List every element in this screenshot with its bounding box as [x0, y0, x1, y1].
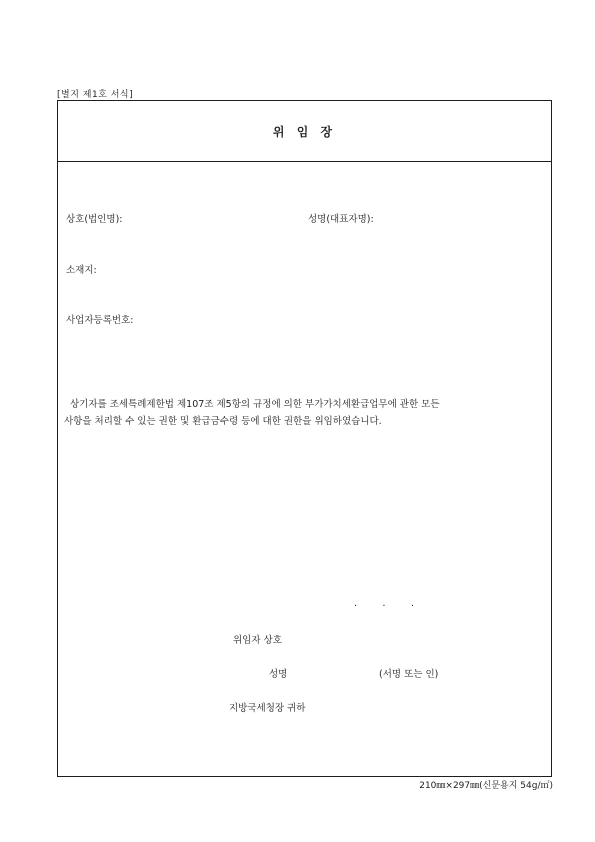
- date-year-mark: .: [354, 598, 358, 609]
- representative-field: 성명(대표자명):: [308, 214, 374, 225]
- statement-line-2: 사항을 처리할 수 있는 권한 및 환급금수령 등에 대한 권한을 위임하였습니다.: [64, 416, 382, 427]
- document-title: 위 임 장: [272, 125, 337, 139]
- date-day-mark: .: [410, 598, 414, 609]
- addressee-label: 지방국세청장 귀하: [229, 703, 306, 714]
- statement-line-1: 상기자를 조세특례제한법 제107조 제5항의 규정에 의한 부가가치세환급업무에 관한 모든: [70, 399, 440, 410]
- company-name-field: 상호(법인명):: [66, 214, 123, 225]
- delegator-name-label: 성명: [269, 669, 288, 680]
- title-row: [58, 101, 551, 162]
- address-field: 소재지:: [66, 265, 97, 276]
- form-number-label: [별지 제1호 서식]: [57, 90, 134, 100]
- delegator-company-label: 위임자 상호: [233, 635, 282, 646]
- paper-spec: 210㎜×297㎜(신문용지 54g/㎡): [419, 781, 553, 791]
- delegation-statement: [64, 396, 514, 430]
- date-marks: [354, 598, 414, 609]
- date-month-mark: .: [382, 598, 386, 609]
- signature-label: (서명 또는 인): [379, 669, 439, 680]
- form-frame: [57, 100, 552, 777]
- business-reg-no-field: 사업자등록번호:: [66, 315, 134, 326]
